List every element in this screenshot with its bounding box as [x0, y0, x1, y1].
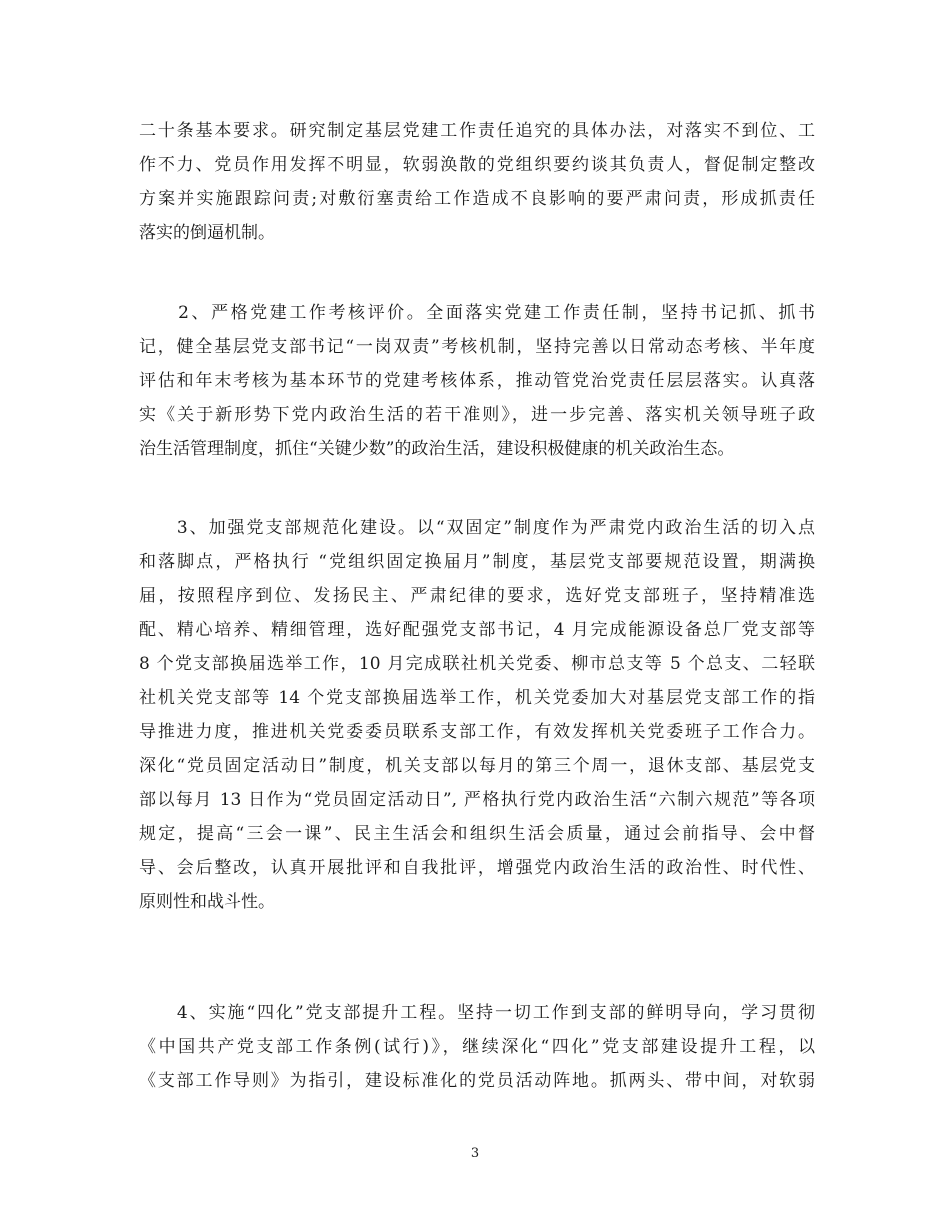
- paragraph-line: 导、会后整改，认真开展批评和自我批评，增强党内政治生活的政治性、时代性、: [139, 858, 815, 878]
- paragraph-line: 方案并实施跟踪问责;对敷衍塞责给工作造成不良影响的要严肃问责，形成抓责任: [139, 189, 815, 209]
- paragraph-line: 3、加强党支部规范化建设。以“双固定”制度作为严肃党内政治生活的切入点: [139, 518, 815, 538]
- paragraph-line: 导推进力度，推进机关党委委员联系支部工作，有效发挥机关党委班子工作合力。: [139, 722, 815, 742]
- paragraph-line: 社机关党支部等 14 个党支部换届选举工作，机关党委加大对基层党支部工作的指: [139, 688, 815, 708]
- paragraph-line: 落实的倒逼机制。: [139, 223, 275, 243]
- paragraph-4: [139, 996, 815, 1098]
- page-number: 3: [470, 1146, 480, 1161]
- paragraph-line: 规定，提高“三会一课”、民主生活会和组织生活会质量，通过会前指导、会中督: [139, 824, 815, 844]
- paragraph-line: 原则性和战斗性。: [139, 892, 275, 912]
- paragraph-2: [139, 296, 815, 466]
- paragraph-line: 深化“党员固定活动日”制度，机关支部以每月的第三个周一，退休支部、基层党支: [139, 756, 815, 776]
- paragraph-1: [139, 114, 815, 250]
- paragraph-line: 作不力、党员作用发挥不明显，软弱涣散的党组织要约谈其负责人，督促制定整改: [139, 155, 815, 175]
- paragraph-line: 治生活管理制度，抓住“关键少数”的政治生活，建设积极健康的机关政治生态。: [139, 439, 735, 459]
- paragraph-line: 配、精心培养、精细管理，选好配强党支部书记，4 月完成能源设备总厂党支部等: [139, 620, 815, 640]
- paragraph-line: 二十条基本要求。研究制定基层党建工作责任追究的具体办法，对落实不到位、工: [139, 121, 815, 141]
- paragraph-line: 《支部工作导则》为指引，建设标准化的党员活动阵地。抓两头、带中间，对软弱: [139, 1071, 815, 1091]
- paragraph-line: 实《关于新形势下党内政治生活的若干准则》，进一步完善、落实机关领导班子政: [139, 405, 815, 425]
- paragraph-line: 《中国共产党支部工作条例(试行)》，继续深化“四化”党支部建设提升工程，以: [139, 1037, 815, 1057]
- paragraph-line: 8 个党支部换届选举工作，10 月完成联社机关党委、柳市总支等 5 个总支、二轻联: [139, 654, 815, 674]
- paragraph-line: 和落脚点，严格执行 “党组织固定换届月”制度，基层党支部要规范设置，期满换: [139, 552, 815, 572]
- paragraph-line: 部以每月 13 日作为“党员固定活动日”, 严格执行党内政治生活“六制六规范”等各项: [139, 790, 815, 810]
- paragraph-3: [139, 511, 815, 919]
- paragraph-line: 记，健全基层党支部书记“一岗双责”考核机制，坚持完善以日常动态考核、半年度: [139, 337, 815, 357]
- paragraph-line: 届，按照程序到位、发扬民主、严肃纪律的要求，选好党支部班子，坚持精准选: [139, 586, 815, 606]
- paragraph-line: 评估和年末考核为基本环节的党建考核体系，推动管党治党责任层层落实。认真落: [139, 371, 815, 391]
- paragraph-line: 2、严格党建工作考核评价。全面落实党建工作责任制，坚持书记抓、抓书: [139, 303, 815, 323]
- paragraph-line: 4、实施“四化”党支部提升工程。坚持一切工作到支部的鲜明导向，学习贯彻: [139, 1003, 815, 1023]
